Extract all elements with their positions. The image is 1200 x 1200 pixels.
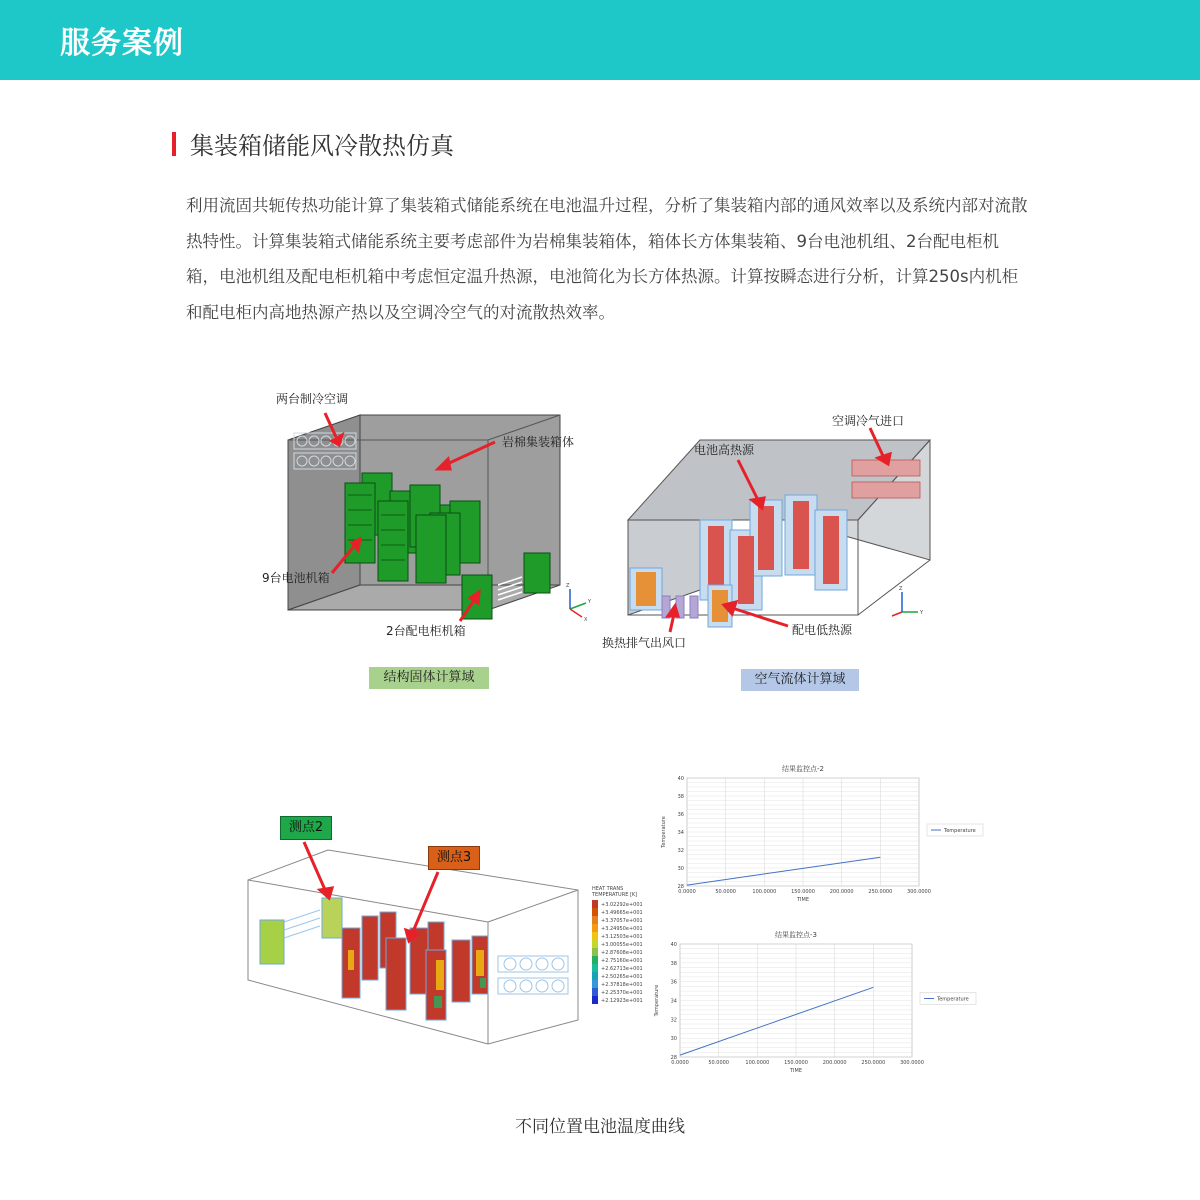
legend-value: +2.50265e+001: [601, 974, 643, 980]
legend-value: +2.75160e+001: [601, 958, 643, 964]
page-title: 服务案例: [60, 26, 184, 61]
legend-value: +2.12923e+001: [601, 998, 643, 1004]
axis-z-label: Z: [566, 583, 570, 589]
y-tick-label: 28: [670, 1055, 677, 1061]
x-tick-label: 150.0000: [784, 1060, 808, 1066]
y-axis-label: Temperature: [661, 816, 667, 848]
y-tick-label: 30: [677, 866, 684, 872]
y-tick-label: 28: [677, 884, 684, 890]
x-tick-label: 100.0000: [752, 889, 777, 895]
axis-x-label: X: [584, 617, 588, 623]
y-tick-label: 34: [670, 998, 677, 1005]
x-tick-label: 300.0000: [907, 889, 931, 895]
legend-value: +3.00055e+001: [601, 942, 643, 948]
x-tick-label: 300.0000: [900, 1060, 924, 1066]
label-ac-inlet: 空调冷气进口: [832, 414, 905, 428]
label-container: 岩棉集装箱体: [502, 435, 575, 449]
legend-value: +2.87608e+001: [601, 950, 643, 956]
solid-domain-figure: [262, 385, 610, 695]
label-ac-units: 两台制冷空调: [276, 392, 349, 406]
legend-value: +2.25370e+001: [601, 990, 643, 996]
label-cabinet-heat: 配电低热源: [792, 623, 853, 637]
section-title: 集装箱储能风冷散热仿真: [190, 132, 454, 160]
temperature-contour-figure: [240, 810, 680, 1050]
x-tick-label: 250.0000: [861, 1060, 886, 1066]
legend-value: +2.62713e+001: [601, 966, 643, 972]
chart-title: 结果监控点-2: [782, 765, 824, 773]
outlet-fans: [498, 956, 568, 994]
legend-value: +2.37818e+001: [601, 982, 643, 988]
legend-value: +3.12503e+001: [601, 934, 643, 940]
label-battery-heat: 电池高热源: [694, 443, 755, 457]
legend-label: Temperature: [937, 996, 969, 1003]
y-tick-label: 30: [670, 1036, 677, 1043]
x-axis-label: TIME: [796, 897, 810, 903]
y-tick-label: 36: [670, 979, 677, 986]
axis-triad: [570, 589, 586, 617]
legend-value: +3.49665e+001: [601, 910, 643, 916]
y-tick-label: 38: [677, 794, 684, 800]
y-tick-label: 36: [677, 812, 684, 818]
legend-value: +3.37057e+001: [601, 918, 643, 924]
figure-caption: 不同位置电池温度曲线: [515, 1117, 685, 1137]
chart-title: 结果监控点-3: [775, 931, 817, 939]
fluid-domain-illustration: [600, 400, 940, 700]
point3-tag: 测点3: [428, 846, 480, 870]
y-tick-label: 32: [670, 1017, 677, 1024]
chart-2-svg: [655, 760, 985, 920]
x-tick-label: 150.0000: [791, 889, 815, 895]
monitor-chart-2: [655, 760, 985, 920]
x-tick-label: 50.0000: [715, 889, 737, 895]
y-tick-label: 38: [670, 960, 677, 967]
label-battery-cabinets: 9台电池机箱: [262, 571, 330, 585]
point2-tag: 测点2: [280, 816, 332, 840]
x-tick-label: 50.0000: [708, 1060, 730, 1066]
legend-value: +3.02292e+001: [601, 902, 643, 908]
fluid-domain-figure: [600, 400, 940, 700]
y-tick-label: 34: [677, 830, 684, 836]
x-tick-label: 0.0000: [678, 889, 696, 895]
legend-value: +3.24950e+001: [601, 926, 643, 932]
legend-title-1: HEAT TRANS: [592, 886, 624, 892]
header-banner: [0, 0, 1200, 80]
x-tick-label: 250.0000: [868, 889, 893, 895]
legend-label: Temperature: [944, 828, 976, 834]
label-exhaust-outlet: 换热排气出风口: [602, 636, 687, 650]
label-distribution-cabinets: 2台配电柜机箱: [386, 624, 466, 638]
axis2-z-label: Z: [899, 586, 903, 592]
axis2-y-label: Y: [920, 610, 924, 616]
axis-y-label: Y: [588, 599, 592, 605]
monitor-chart-3: [648, 926, 978, 1091]
x-tick-label: 200.0000: [829, 889, 854, 895]
y-tick-label: 32: [677, 848, 684, 854]
solid-domain-illustration: [270, 385, 610, 695]
x-axis-label: TIME: [789, 1068, 803, 1074]
legend-title-2: TEMPERATURE [K]: [592, 892, 638, 898]
y-tick-label: 40: [677, 776, 684, 782]
y-axis-label: Temperature: [654, 984, 660, 1017]
x-tick-label: 0.0000: [671, 1060, 689, 1066]
x-tick-label: 100.0000: [745, 1060, 770, 1066]
fluid-domain-tag: 空气流体计算域: [741, 669, 859, 691]
chart-3-svg: [648, 926, 978, 1091]
axis-triad-2: [892, 592, 918, 616]
section-marker: [172, 132, 176, 156]
temperature-legend: [592, 900, 598, 1004]
description-paragraph: 利用流固共轭传热功能计算了集装箱式储能系统在电池温升过程，分析了集装箱内部的通风效率以及系统内部对流散热特性。计算集装箱式储能系统主要考虑部件为岩棉集装箱体，箱体长方体集装箱、9台电池机组、2台配电柜机箱，电池机组及配电柜机箱中考虑恒定温升热源，电池简化为长方体热源。计算按瞬态进行分析，计算250s内机柜和配电柜内高地热源产热以及空调冷空气的对流散热效率。: [186, 196, 1028, 322]
x-tick-label: 200.0000: [822, 1060, 847, 1066]
solid-domain-tag: 结构固体计算域: [369, 667, 489, 689]
y-tick-label: 40: [670, 942, 677, 948]
